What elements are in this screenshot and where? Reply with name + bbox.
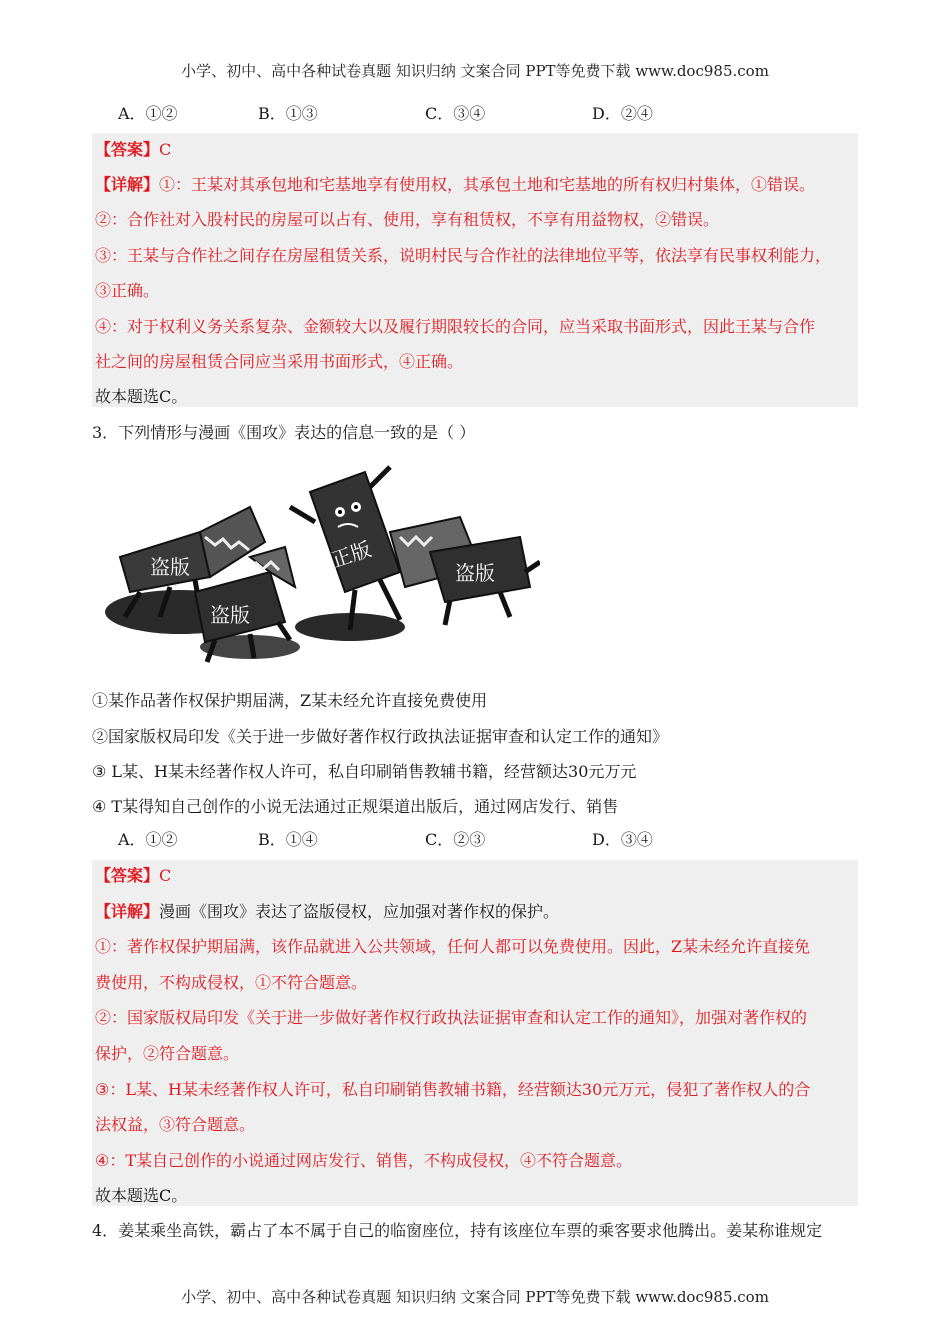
q3-stem: 3．下列情形与漫画《围攻》表达的信息一致的是（ ） [92, 423, 476, 442]
q2-answer-tag: 【答案】 [95, 140, 160, 159]
page-footer: 小学、初中、高中各种试卷真题 知识归纳 文案合同 PPT等免费下载 www.doc985.com [181, 1288, 769, 1306]
q4-stem: 4．姜某乘坐高铁，霸占了本不属于自己的临窗座位，持有该座位车票的乘客要求他腾出。姜某称谁规定 [92, 1221, 823, 1240]
genuine-label: 正版 [328, 536, 375, 573]
q3-detail-line-6: 法权益，③符合题意。 [95, 1115, 256, 1134]
q3-conclusion: 故本题选C。 [95, 1186, 188, 1205]
q3-option-b: B．①④ [258, 830, 318, 849]
q2-detail-line-5: ④：对于权利义务关系复杂、金额较大以及履行期限较长的合同，应当采取书面形式，因此王某与合作 [95, 317, 816, 336]
q2-option-a: A．①② [118, 104, 178, 123]
q2-option-b: B．①③ [258, 104, 318, 123]
q3-statement-1: ①某作品著作权保护期届满，Z某未经允许直接免费使用 [92, 691, 488, 710]
q2-answer [95, 139, 171, 161]
pirate-label-bottom: 盗版 [210, 603, 250, 627]
genuine-book [290, 467, 400, 630]
pirate-label-right: 盗版 [455, 561, 495, 585]
q3-detail-line-7: ④：T某自己创作的小说通过网店发行、销售，不构成侵权，④不符合题意。 [95, 1151, 633, 1170]
q2-detail-line-6: 社之间的房屋租赁合同应当采用书面形式，④正确。 [95, 352, 464, 371]
q2-option-d: D．②④ [592, 104, 653, 123]
q3-option-d: D．③④ [592, 830, 653, 849]
q2-detail-tag: 【详解】 [95, 175, 160, 194]
page-header: 小学、初中、高中各种试卷真题 知识归纳 文案合同 PPT等免费下载 www.doc985.com [181, 62, 769, 80]
q3-detail-line-5: ③：L某、H某未经著作权人许可，私自印刷销售教辅书籍，经营额达30元万元，侵犯了著作权人的合 [95, 1080, 811, 1099]
q3-statement-3: ③ L某、H某未经著作权人许可，私自印刷销售教辅书籍，经营额达30元万元 [92, 762, 637, 781]
q3-option-c: C．②③ [425, 830, 486, 849]
q3-detail-line-4: 保护，②符合题意。 [95, 1044, 240, 1063]
q3-detail-line-3: ②：国家版权局印发《关于进一步做好著作权行政执法证据审查和认定工作的通知》，加强对著作权的 [95, 1008, 808, 1027]
q3-detail-first: 【详解】漫画《围攻》表达了盗版侵权，应加强对著作权的保护。 [95, 902, 560, 921]
q3-detail-tag: 【详解】 [95, 902, 160, 921]
q2-detail-line-1: 【详解】①：王某对其承包地和宅基地享有使用权，其承包土地和宅基地的所有权归村集体，①错误。 [95, 175, 816, 194]
q3-detail-line-2: 费使用，不构成侵权，①不符合题意。 [95, 973, 368, 992]
q3-statement-2: ②国家版权局印发《关于进一步做好著作权行政执法证据审查和认定工作的通知》 [92, 727, 669, 746]
q3-answer-tag: 【答案】 [95, 866, 160, 885]
q2-detail-line-4: ③正确。 [95, 281, 160, 300]
pirate-book-right [390, 517, 540, 625]
q3-answer [95, 865, 171, 887]
q2-conclusion: 故本题选C。 [95, 387, 188, 406]
q3-answer-value: C [159, 866, 172, 885]
q3-detail-line-1: ①：著作权保护期届满，该作品就进入公共领域，任何人都可以免费使用。因此，Z某未经允许直接免 [95, 937, 811, 956]
pirate-label-left: 盗版 [150, 555, 190, 579]
q2-detail-line-3: ③：王某与合作社之间存在房屋租赁关系，说明村民与合作社的法律地位平等，依法享有民事权利能力， [95, 246, 832, 265]
siege-cartoon [100, 462, 540, 672]
q3-option-a: A．①② [118, 830, 178, 849]
q3-statement-4: ④ T某得知自己创作的小说无法通过正规渠道出版后，通过网店发行、销售 [92, 797, 619, 816]
q2-answer-value: C [159, 140, 172, 159]
q2-option-c: C．③④ [425, 104, 486, 123]
q2-detail-line-2: ②：合作社对入股村民的房屋可以占有、使用，享有租赁权，不享有用益物权，②错误。 [95, 210, 720, 229]
